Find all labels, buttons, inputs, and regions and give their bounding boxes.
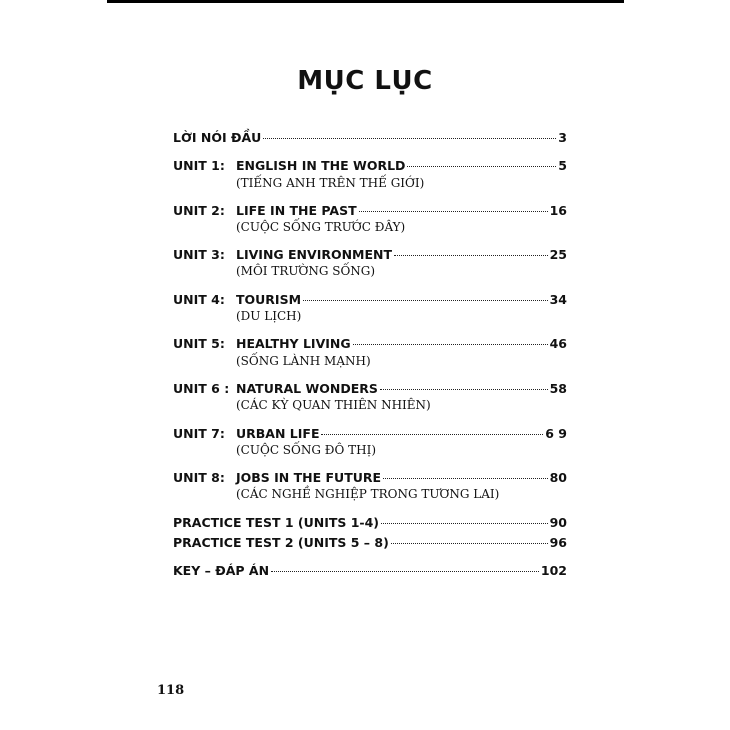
toc-entry-title: KEY – ĐÁP ÁN bbox=[173, 563, 270, 578]
toc-entry-title: URBAN LIFE bbox=[236, 426, 320, 441]
toc-entry-subtitle: (CÁC KỲ QUAN THIÊN NHIÊN) bbox=[236, 398, 431, 412]
toc-entry-title: JOBS IN THE FUTURE bbox=[236, 470, 382, 485]
toc-entry-unit: UNIT 2: bbox=[173, 203, 225, 218]
toc-entry-subtitle: (TIẾNG ANH TRÊN THẾ GIỚI) bbox=[236, 176, 425, 190]
toc-entry-page: 3 bbox=[558, 130, 567, 145]
page-title: MỤC LỤC bbox=[297, 66, 433, 96]
toc-entry bbox=[173, 381, 567, 399]
toc-entry-unit: UNIT 6 : bbox=[173, 381, 230, 396]
toc-entry-unit: UNIT 3: bbox=[173, 247, 225, 262]
toc-entry-page: 25 bbox=[549, 247, 567, 262]
page-number: 118 bbox=[157, 683, 185, 698]
toc-entry bbox=[173, 336, 567, 354]
toc-entry-subtitle: (DU LỊCH) bbox=[236, 309, 302, 323]
toc-entry-page: 34 bbox=[549, 292, 567, 307]
toc-entry-title: LỜI NÓI ĐẦU bbox=[173, 130, 262, 145]
toc-entry bbox=[173, 292, 567, 310]
toc-entry-subtitle: (SỐNG LÀNH MẠNH) bbox=[236, 354, 371, 368]
dot-leader bbox=[359, 211, 548, 212]
toc-entry-title: PRACTICE TEST 2 (UNITS 5 – 8) bbox=[173, 535, 389, 550]
dot-leader bbox=[380, 389, 548, 390]
toc-entry bbox=[173, 158, 567, 176]
toc-entry-title: HEALTHY LIVING bbox=[236, 336, 351, 351]
toc-entry bbox=[173, 426, 567, 444]
toc-entry-subtitle: (CÁC NGHỀ NGHIỆP TRONG TƯƠNG LAI) bbox=[236, 487, 500, 501]
toc-entry-title: TOURISM bbox=[236, 292, 302, 307]
toc-entry bbox=[173, 203, 567, 221]
toc-entry-page: 46 bbox=[549, 336, 567, 351]
dot-leader bbox=[391, 543, 548, 544]
toc-entry-page: 58 bbox=[549, 381, 567, 396]
toc-entry bbox=[173, 130, 567, 148]
toc-entry-page: 16 bbox=[549, 203, 567, 218]
toc-entry-page: 102 bbox=[540, 563, 567, 578]
dot-leader bbox=[383, 478, 548, 479]
dot-leader bbox=[263, 138, 556, 139]
toc-entry-unit: UNIT 8: bbox=[173, 470, 225, 485]
dot-leader bbox=[321, 434, 543, 435]
toc-entry-unit: UNIT 4: bbox=[173, 292, 225, 307]
toc-entry-unit: UNIT 1: bbox=[173, 158, 225, 173]
toc-entry-title: PRACTICE TEST 1 (UNITS 1-4) bbox=[173, 515, 380, 530]
toc-entry-page: 90 bbox=[549, 515, 567, 530]
toc-entry bbox=[173, 563, 567, 581]
dot-leader bbox=[394, 255, 548, 256]
dot-leader bbox=[303, 300, 548, 301]
toc-entry bbox=[173, 470, 567, 488]
toc-entry-subtitle: (CUỘC SỐNG TRƯỚC ĐÂY) bbox=[236, 220, 406, 234]
toc-entry-title: LIFE IN THE PAST bbox=[236, 203, 357, 218]
dot-leader bbox=[381, 523, 548, 524]
toc-entry-subtitle: (MÔI TRƯỜNG SỐNG) bbox=[236, 264, 376, 278]
toc-entry bbox=[173, 247, 567, 265]
toc-entry-page: 6 9 bbox=[545, 426, 567, 441]
dot-leader bbox=[271, 571, 539, 572]
toc-entry-page: 5 bbox=[558, 158, 567, 173]
toc-entry bbox=[173, 535, 567, 553]
toc-entry-subtitle: (CUỘC SỐNG ĐÔ THỊ) bbox=[236, 443, 376, 457]
toc-entry-title: ENGLISH IN THE WORLD bbox=[236, 158, 406, 173]
toc-entry-unit: UNIT 5: bbox=[173, 336, 225, 351]
dot-leader bbox=[353, 344, 548, 345]
dot-leader bbox=[407, 166, 556, 167]
toc-entry-page: 80 bbox=[549, 470, 567, 485]
toc-entry-unit: UNIT 7: bbox=[173, 426, 225, 441]
top-rule bbox=[107, 0, 624, 3]
toc-entry-page: 96 bbox=[549, 535, 567, 550]
toc-entry bbox=[173, 515, 567, 533]
toc-entry-title: NATURAL WONDERS bbox=[236, 381, 378, 396]
toc-entry-title: LIVING ENVIRONMENT bbox=[236, 247, 393, 262]
